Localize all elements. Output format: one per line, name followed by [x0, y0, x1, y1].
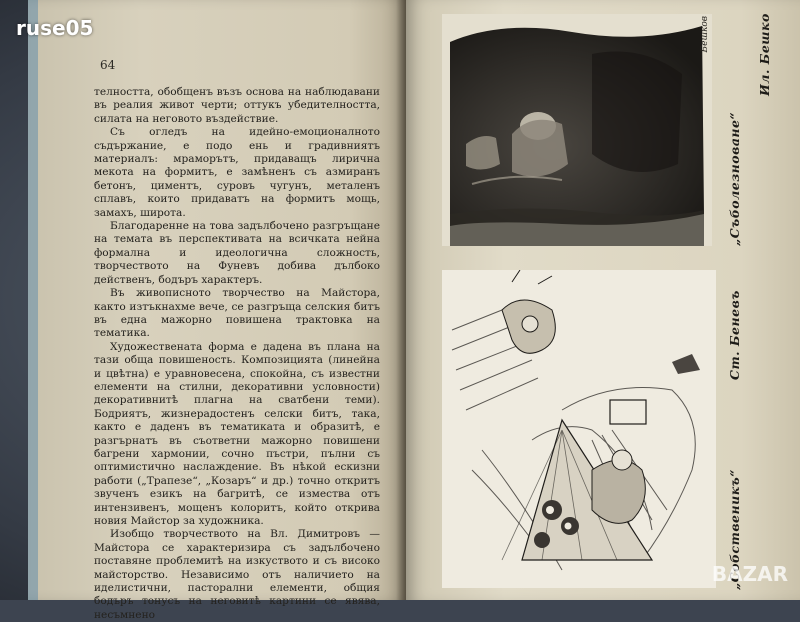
caption-title: „Съболезноване“ — [727, 111, 742, 246]
paragraph: Художествената форма е дадена въ плана на тази обща повишеность. Композицията (линейна и цвѣтна) е уравновесена, спокойна, съ известни елементи на стилни, декоративни условности) декоративнитѣ плагна на сватбени теми). Бодриятъ, жизнерадостенъ селски битъ, така, както е даденъ въ тематиката и образитѣ, е разгърнатъ въ съответни мажорно повишени багрени хармонии, сочно пъстри, пълни съ оптимистично наслаждение. Въ нѣкой ескизни работи („Трапезе“, „Козаръ“ и др.) точно откритъ звученъ езикъ на багритѣ, се измества отъ интензивенъ, мощенъ колоритъ, който открива новия Майстор за художника. — [94, 340, 380, 527]
paragraph: Съ огледъ на идейно-емоционалното съдържание, е подо ень и градивниятъ материалъ: мраморътъ, придаващъ лиричнa мекота на формитъ, е замѣненъ съ азмиранъ бетонъ, циментъ, суровъ чугунъ, металенъ сплавъ, които придаватъ на формитъ мощь, замахъ, широта. — [94, 126, 380, 219]
illustration-condolence — [442, 14, 712, 246]
paragraph: Изобщо творчеството на Вл. Димитровъ — Майстора се характеризира съ задълбочено поставяне проблемитѣ на изкуството и съ високо майсторство. Независимо отъ наличието на иделистични, пасторални елементи, общия бодъръ тонусъ на неговитѣ картини се явява, несъмнено — [94, 528, 380, 621]
page-number: 64 — [100, 58, 116, 72]
owner-drawing — [442, 270, 716, 588]
left-page — [28, 0, 406, 621]
caption-title: „Собственикъ“ — [727, 469, 742, 590]
condolence-drawing — [442, 14, 712, 246]
caption-author: Ст. Беневъ — [727, 290, 742, 380]
artist-signature: Бешков — [700, 16, 710, 53]
caption-author: Ил. Бешко — [757, 13, 772, 96]
paragraph: Благодаренне на това задълбочено разгръщане на темата въ перспективата на всичката нейна формална и идеологична сложность, творчеството на Фуневъ добива дълбоко действенъ, бодъръ характеръ. — [94, 220, 380, 286]
book-spread — [28, 0, 800, 621]
site-watermark: ruse05 — [16, 16, 94, 40]
body-text — [94, 86, 380, 622]
book-edge — [28, 0, 38, 600]
illustration-owner — [442, 270, 716, 588]
paragraph: телността, обобщенъ възъ основа на наблюдавани въ реалия живот черти; оттукъ убедителността, силата на неговото въздействие. — [94, 86, 380, 125]
right-page — [406, 0, 800, 600]
paragraph: Въ живописното творчество на Майстора, както изтъкнахме вече, се разгръща селския битъ въ една мажорно повишена трактовка на тематика. — [94, 287, 380, 340]
brand-logo: BAZAR — [711, 562, 788, 586]
